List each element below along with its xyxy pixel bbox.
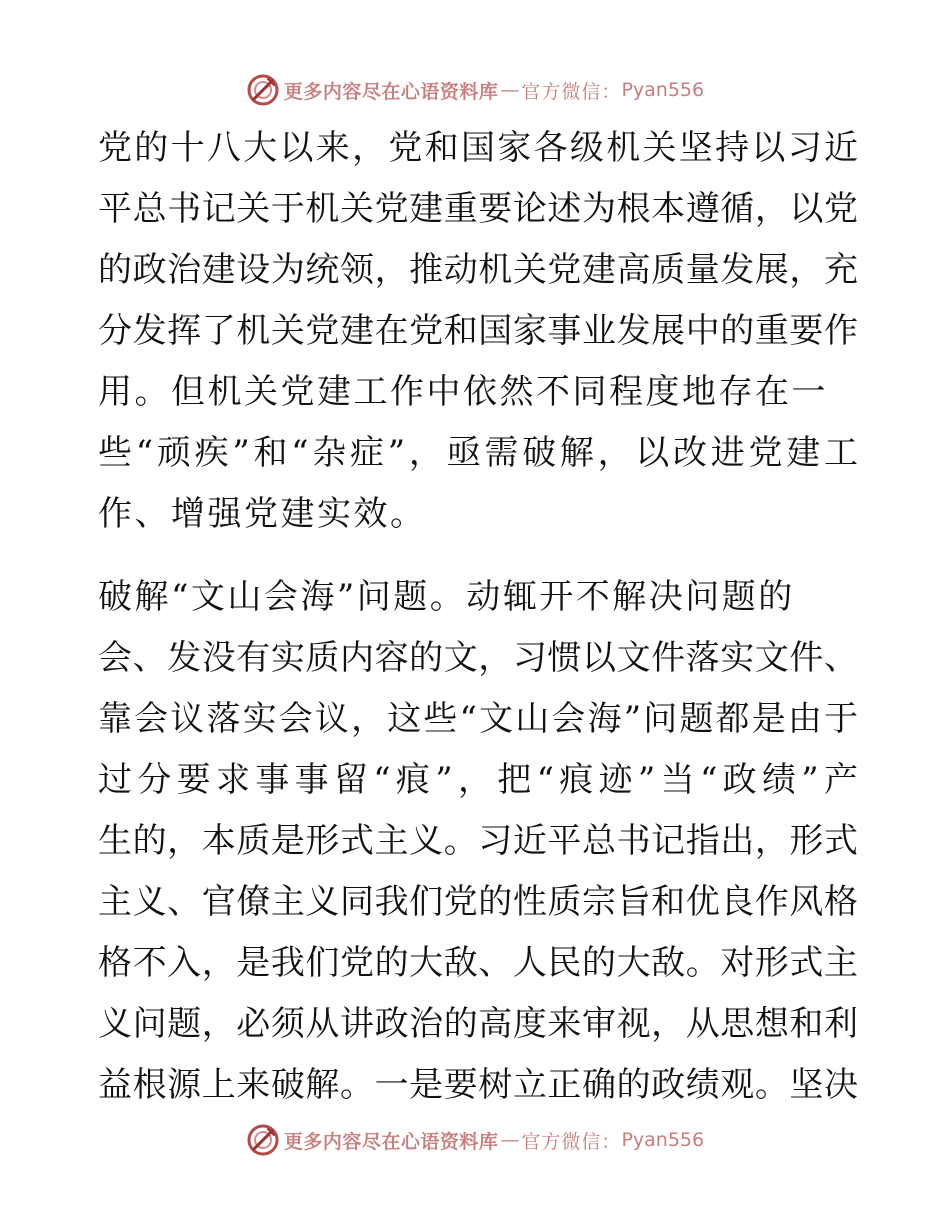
text-line: 靠会议落实会议，这些“文山会海”问题都是由于 bbox=[98, 699, 858, 739]
red-seal-logo-icon bbox=[246, 1123, 280, 1157]
text-line: 生的，本质是形式主义。习近平总书记指出，形式 bbox=[98, 821, 858, 861]
watermark-brand: 更多内容尽在心语资料库 bbox=[283, 1130, 499, 1153]
text-line: 主义、官僚主义同我们党的性质宗旨和优良作风格 bbox=[98, 882, 858, 922]
text-line: 些“顽疾”和“杂症”，亟需破解，以改进党建工 bbox=[98, 433, 858, 473]
text-line: 过分要求事事留“痕”，把“痕迹”当“政绩”产 bbox=[98, 760, 858, 800]
header-watermark bbox=[0, 70, 950, 110]
text-line: 平总书记关于机关党建重要论述为根本遵循，以党 bbox=[98, 189, 858, 229]
document-body bbox=[98, 118, 858, 1116]
text-line: 用。但机关党建工作中依然不同程度地存在一 bbox=[98, 372, 828, 412]
watermark-contact-label: 官方微信： bbox=[521, 80, 622, 103]
watermark-wechat-id: Pyan556 bbox=[621, 1129, 705, 1151]
text-line: 作、增强党建实效。 bbox=[98, 494, 427, 534]
red-seal-logo-icon bbox=[246, 73, 280, 107]
text-line: 格不入，是我们党的大敌、人民的大敌。对形式主 bbox=[98, 943, 858, 983]
text-line: 分发挥了机关党建在党和国家事业发展中的重要作 bbox=[98, 311, 858, 351]
watermark-contact-label: 官方微信： bbox=[521, 1130, 622, 1153]
watermark-dash: — bbox=[500, 79, 520, 101]
text-line: 党的十八大以来，党和国家各级机关坚持以习近 bbox=[98, 128, 858, 168]
watermark-wechat-id: Pyan556 bbox=[621, 79, 705, 101]
text-line: 的政治建设为统领，推动机关党建高质量发展，充 bbox=[98, 250, 858, 290]
paragraph-intro bbox=[98, 118, 858, 545]
watermark-dash: — bbox=[500, 1129, 520, 1151]
paragraph-wenshan-huihai bbox=[98, 567, 858, 1116]
text-line: 会、发没有实质内容的文，习惯以文件落实文件、 bbox=[98, 638, 858, 678]
text-line: 益根源上来破解。一是要树立正确的政绩观。坚决 bbox=[98, 1065, 858, 1105]
text-line: 破解“文山会海”问题。动辄开不解决问题的 bbox=[98, 577, 795, 617]
text-line: 义问题，必须从讲政治的高度来审视，从思想和利 bbox=[98, 1004, 858, 1044]
watermark-brand: 更多内容尽在心语资料库 bbox=[283, 80, 499, 103]
footer-watermark bbox=[0, 1120, 950, 1160]
